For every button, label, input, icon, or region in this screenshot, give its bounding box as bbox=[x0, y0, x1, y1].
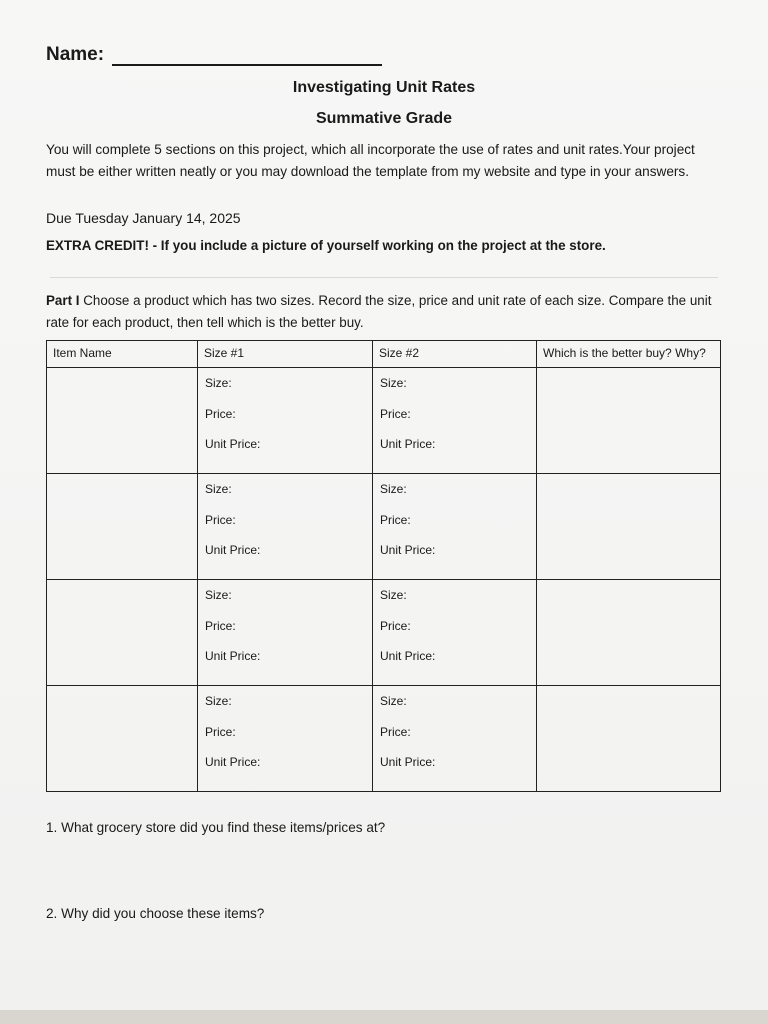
table-row bbox=[47, 686, 721, 792]
item-name-cell[interactable] bbox=[47, 580, 198, 686]
size1-cell[interactable] bbox=[198, 580, 373, 686]
table-row bbox=[47, 368, 721, 474]
unit-price-label: Unit Price: bbox=[205, 755, 261, 769]
size2-cell[interactable] bbox=[373, 474, 537, 580]
size-label: Size: bbox=[380, 482, 407, 496]
size-label: Size: bbox=[380, 694, 407, 708]
unit-rate-table bbox=[46, 340, 721, 792]
header-item-name: Item Name bbox=[47, 341, 198, 368]
unit-price-label: Unit Price: bbox=[380, 543, 436, 557]
price-label: Price: bbox=[205, 724, 236, 739]
price-label: Price: bbox=[380, 406, 411, 421]
part1-text: Choose a product which has two sizes. Record the size, price and unit rate of each size. Compare the unit rate for each product, then tell which is the better buy. bbox=[46, 293, 712, 330]
header-size-1: Size #1 bbox=[198, 341, 373, 368]
price-label: Price: bbox=[380, 618, 411, 633]
unit-price-label: Unit Price: bbox=[380, 755, 436, 769]
question-1: 1. What grocery store did you find these items/prices at? bbox=[46, 820, 386, 835]
due-date: Due Tuesday January 14, 2025 bbox=[46, 210, 241, 226]
size-label: Size: bbox=[380, 588, 407, 602]
price-label: Price: bbox=[205, 406, 236, 421]
size-label: Size: bbox=[205, 376, 232, 390]
price-label: Price: bbox=[205, 512, 236, 527]
name-blank-line[interactable] bbox=[112, 64, 382, 66]
intro-paragraph: You will complete 5 sections on this project, which all incorporate the use of rates and unit rates.Your project must be either written neatly or you may download the template from my website and type in your answers. bbox=[46, 142, 695, 179]
item-name-cell[interactable] bbox=[47, 368, 198, 474]
unit-price-label: Unit Price: bbox=[380, 649, 436, 663]
question-2: 2. Why did you choose these items? bbox=[46, 906, 265, 921]
price-label: Price: bbox=[380, 512, 411, 527]
part1-instructions bbox=[46, 290, 736, 334]
divider bbox=[50, 277, 718, 278]
size-label: Size: bbox=[205, 694, 232, 708]
better-buy-cell[interactable] bbox=[537, 368, 721, 474]
size2-cell[interactable] bbox=[373, 580, 537, 686]
table-row bbox=[47, 474, 721, 580]
item-name-cell[interactable] bbox=[47, 474, 198, 580]
better-buy-cell[interactable] bbox=[537, 474, 721, 580]
header-size-2: Size #2 bbox=[373, 341, 537, 368]
size1-cell[interactable] bbox=[198, 368, 373, 474]
size-label: Size: bbox=[380, 376, 407, 390]
better-buy-cell[interactable] bbox=[537, 580, 721, 686]
page-subtitle: Summative Grade bbox=[315, 110, 453, 127]
unit-price-label: Unit Price: bbox=[205, 543, 261, 557]
item-name-cell[interactable] bbox=[47, 686, 198, 792]
size1-cell[interactable] bbox=[198, 686, 373, 792]
table-row bbox=[47, 580, 721, 686]
page-title: Investigating Unit Rates bbox=[292, 79, 476, 96]
size1-cell[interactable] bbox=[198, 474, 373, 580]
unit-price-label: Unit Price: bbox=[380, 437, 436, 451]
unit-price-label: Unit Price: bbox=[205, 649, 261, 663]
size-label: Size: bbox=[205, 588, 232, 602]
price-label: Price: bbox=[380, 724, 411, 739]
name-label: Name: bbox=[46, 44, 105, 65]
size-label: Size: bbox=[205, 482, 232, 496]
price-label: Price: bbox=[205, 618, 236, 633]
table-header-row bbox=[47, 341, 721, 368]
part1-label: Part I bbox=[46, 293, 80, 308]
size2-cell[interactable] bbox=[373, 686, 537, 792]
better-buy-cell[interactable] bbox=[537, 686, 721, 792]
header-better-buy: Which is the better buy? Why? bbox=[537, 341, 721, 368]
size2-cell[interactable] bbox=[373, 368, 537, 474]
unit-price-label: Unit Price: bbox=[205, 437, 261, 451]
extra-credit-note: EXTRA CREDIT! - If you include a picture of yourself working on the project at the store. bbox=[46, 238, 606, 253]
